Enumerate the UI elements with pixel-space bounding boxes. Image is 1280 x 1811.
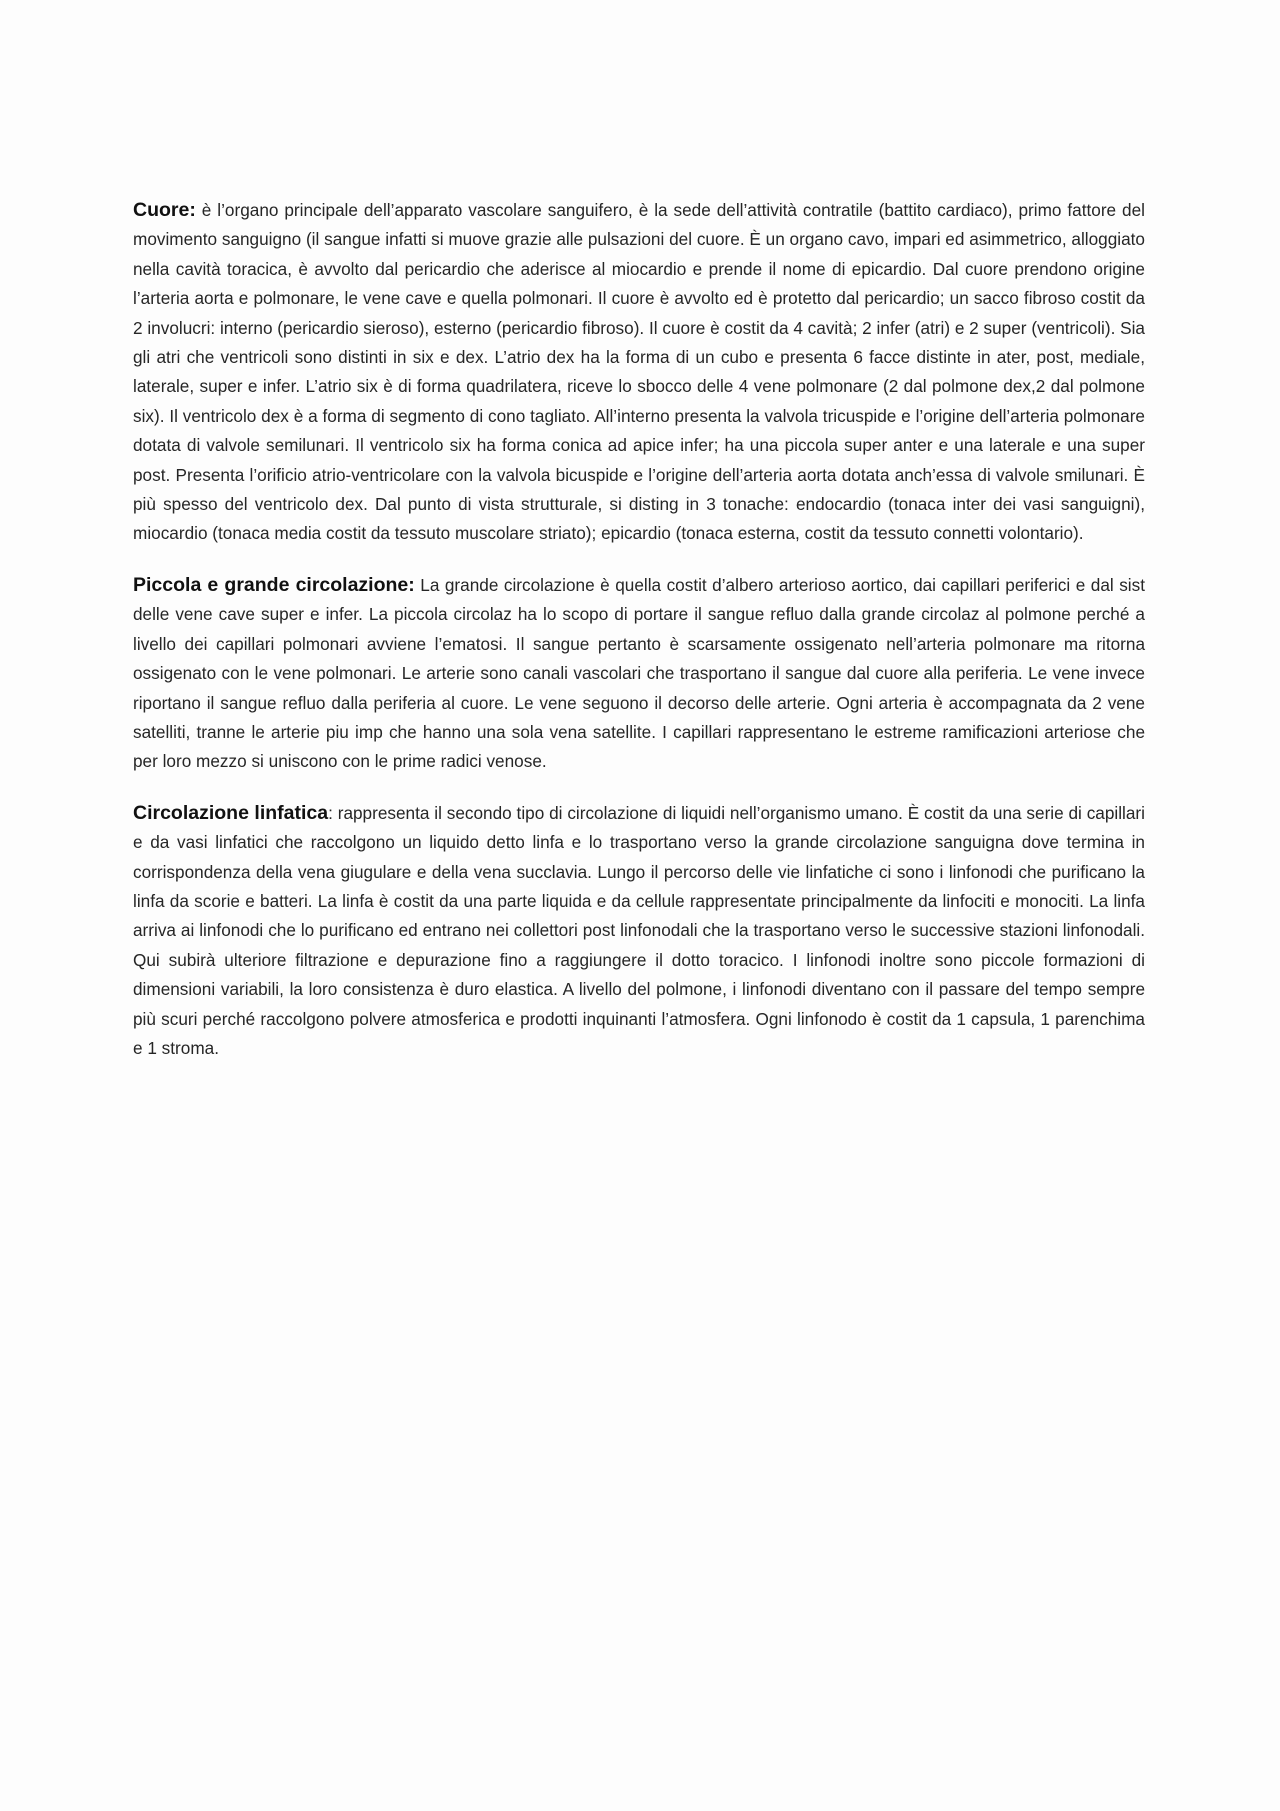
paragraph-cuore <box>133 196 1145 549</box>
heading-circolazione-linfatica: Circolazione linfatica <box>133 801 329 824</box>
paragraph-piccola-grande-circolazione <box>133 571 1145 777</box>
text-circolazione-linfatica: : rappresenta il secondo tipo di circolazione di liquidi nell’organismo umano. È costit da una serie di capillari e da vasi linfatici che raccolgono un liquido detto linfa e lo trasportano verso la grande circolazione sanguigna dove termina in corrispondenza della vena giugulare e della vena succlavia. Lungo il percorso delle vie linfatiche ci sono i linfonodi che purificano la linfa da scorie e batteri. La linfa è costit da una parte liquida e da cellule rappresentate principalmente da linfociti e monociti. La linfa arriva ai linfonodi che lo purificano ed entrano nei collettori post linfonodali che la trasportano verso le successive stazioni linfonodali. Qui subirà ulteriore filtrazione e depurazione fino a raggiungere il dotto toracico. I linfonodi inoltre sono piccole formazioni di dimensioni variabili, la loro consistenza è duro elastica. A livello del polmone, i linfonodi diventano con il passare del tempo sempre più scuri perché raccolgono polvere atmosferica e prodotti inquinanti l’atmosfera. Ogni linfonodo è costit da 1 capsula, 1 parenchima e 1 stroma. <box>133 802 1145 1058</box>
heading-piccola-grande-circolazione: Piccola e grande circolazione: <box>133 573 415 596</box>
text-piccola-grande-circolazione: La grande circolazione è quella costit d’albero arterioso aortico, dai capillari periferici e dal sist delle vene cave super e infer. La piccola circolaz ha lo scopo di portare il sangue refluo dalla grande circolaz al polmone perché a livello dei capillari polmonari avviene l’ematosi. Il sangue pertanto è scarsamente ossigenato nell’arteria polmonare ma ritorna ossigenato con le vene polmonari. Le arterie sono canali vascolari che trasportano il sangue dal cuore alla periferia. Le vene invece riportano il sangue refluo dalla periferia al cuore. Le vene seguono il decorso delle arterie. Ogni arteria è accompagnata da 2 vene satelliti, tranne le arterie piu imp che hanno una sola vena satellite. I capillari rappresentano le estreme ramificazioni arteriose che per loro mezzo si uniscono con le prime radici venose. <box>133 574 1145 772</box>
paragraph-circolazione-linfatica <box>133 799 1145 1064</box>
text-cuore: è l’organo principale dell’apparato vascolare sanguifero, è la sede dell’attività contratile (battito cardiaco), primo fattore del movimento sanguigno (il sangue infatti si muove grazie alle pulsazioni del cuore. È un organo cavo, impari ed asimmetrico, alloggiato nella cavità toracica, è avvolto dal pericardio che aderisce al miocardio e prende il nome di epicardio. Dal cuore prendono origine l’arteria aorta e polmonare, le vene cave e quella polmonari. Il cuore è avvolto ed è protetto dal pericardio; un sacco fibroso costit da 2 involucri: interno (pericardio sieroso), esterno (pericardio fibroso). Il cuore è costit da 4 cavità; 2 infer (atri) e 2 super (ventricoli). Sia gli atri che ventricoli sono distinti in six e dex. L’atrio dex ha la forma di un cubo e presenta 6 facce distinte in ater, post, mediale, laterale, super e infer. L’atrio six è di forma quadrilatera, riceve lo sbocco delle 4 vene polmonare (2 dal polmone dex,2 dal polmone six). Il ventricolo dex è a forma di segmento di cono tagliato. All’interno presenta la valvola tricuspide e l’origine dell’arteria polmonare dotata di valvole semilunari. Il ventricolo six ha forma conica ad apice infer; ha una piccola super anter e una laterale e una super post. Presenta l’orificio atrio-ventricolare con la valvola bicuspide e l’origine dell’arteria aorta dotata anch’essa di valvole smilunari. È più spesso del ventricolo dex. Dal punto di vista strutturale, si disting in 3 tonache: endocardio (tonaca inter dei vasi sanguigni), miocardio (tonaca media costit da tessuto muscolare striato); epicardio (tonaca esterna, costit da tessuto connetti volontario). <box>133 200 1145 544</box>
document-body <box>133 196 1145 1063</box>
heading-cuore: Cuore: <box>133 199 196 221</box>
